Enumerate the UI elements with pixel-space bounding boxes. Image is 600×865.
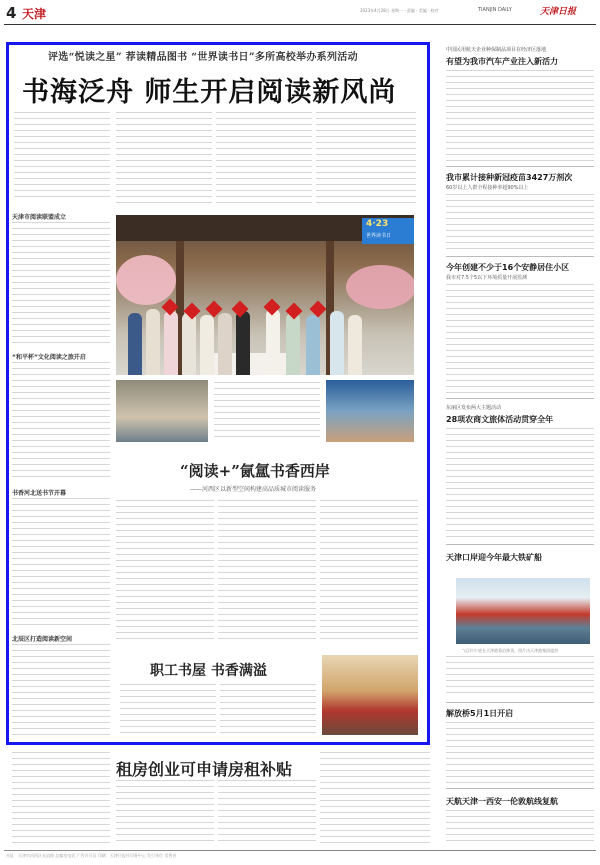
column-rule <box>446 702 594 703</box>
section-subheadline: ——河西区以新型空间构建高品质城市阅读服务 <box>190 486 317 493</box>
right-article-kicker: 东丽区发布两大主题活动 <box>446 405 502 411</box>
body-text-column <box>446 722 594 784</box>
left-column-headline: 天津市阅读联盟成立 <box>12 214 67 221</box>
body-text-column <box>116 500 214 640</box>
body-text-column <box>14 112 110 202</box>
page-number: 4 <box>6 4 17 22</box>
body-text-column <box>446 70 594 162</box>
paper-logo: 天津日报 <box>540 7 577 17</box>
badge-date: 4·23 <box>366 219 389 229</box>
body-text-column <box>12 498 110 626</box>
body-text-column <box>116 780 214 846</box>
left-column-headline: 北辰区打造阅读新空间 <box>12 636 73 643</box>
right-article-headline: 今年创建不少于16个安静居住小区 <box>446 263 570 272</box>
right-article-subheadline: 我市对7.5个5以下环境质量开展监测 <box>446 275 528 281</box>
body-text-column <box>446 194 594 252</box>
port-photo-caption: “远洋川”轮在天津港靠泊卸货。图片由天津港集团提供 <box>462 648 559 653</box>
body-text-column <box>12 644 110 736</box>
staff-library-photo <box>322 655 418 735</box>
body-text-column <box>320 752 430 846</box>
body-text-column <box>216 112 312 208</box>
column-rule <box>446 166 594 167</box>
body-text-column <box>320 500 418 640</box>
body-text-column <box>12 362 110 480</box>
classroom-photo <box>326 380 414 442</box>
body-text-column <box>218 500 316 640</box>
paper-name: TIANJIN DAILY <box>478 7 512 13</box>
body-text-column <box>218 780 316 846</box>
footer-info: 社址：天津市河西区友谊路 总编室电话 广告许可证 印刷：天津日报社印务中心 发行单位 零售价 <box>6 853 177 858</box>
bottom-article-headline: 租房创业可申请房租补贴 <box>116 760 293 779</box>
right-article-headline: 解放桥5月1日开启 <box>446 709 514 718</box>
left-column-headline: “和平杯”文化阅读之旅开启 <box>12 354 86 361</box>
body-text-column <box>446 428 594 540</box>
body-text-column <box>446 656 594 698</box>
left-column-headline: 书香河北送书节开幕 <box>12 490 67 497</box>
body-text-column <box>120 684 216 734</box>
right-article-subheadline: 60岁以上人群全程接种率超90%以上 <box>446 185 529 191</box>
right-article-headline: 我市累计接种新冠疫苗3427万剂次 <box>446 173 573 182</box>
box-headline: 职工书屋 书香满溢 <box>150 663 267 679</box>
body-text-column <box>12 752 110 846</box>
main-article-subheadline: 评选“悦读之星” 荐读精品图书 “世界读书日”多所高校举办系列活动 <box>48 52 358 63</box>
column-rule <box>446 788 594 789</box>
photo-caption <box>214 382 320 438</box>
body-text-column <box>220 684 316 734</box>
right-article-headline: 天航天津一西安一伦敦航线复航 <box>446 797 558 806</box>
right-article-kicker: 中国民用航天企业种保制品项目在经济区落地 <box>446 47 547 53</box>
body-text-column <box>446 810 594 846</box>
footer-rule <box>4 850 596 851</box>
library-photo <box>116 380 208 442</box>
world-book-day-badge <box>362 218 414 244</box>
main-article-headline: 书海泛舟 师生开启阅读新风尚 <box>22 77 397 108</box>
badge-label: 世界读书日 <box>366 233 392 239</box>
column-rule <box>446 256 594 257</box>
body-text-column <box>316 112 416 208</box>
column-rule <box>446 544 594 545</box>
column-rule <box>446 398 594 399</box>
body-text-column <box>116 112 212 208</box>
right-article-headline: 有望为我市汽车产业注入新活力 <box>446 57 558 66</box>
body-text-column <box>446 284 594 394</box>
header-rule <box>4 24 596 25</box>
issue-date: 2023年4月28日 星期一 · 责编 · 美编 · 校对 <box>360 8 439 13</box>
section-headline: “阅读+”氤氲书香西岸 <box>180 462 330 480</box>
section-name: 天津 <box>22 7 47 21</box>
port-ship-photo <box>456 578 590 644</box>
body-text-column <box>12 222 110 346</box>
right-article-headline: 28项农商文旅体活动贯穿全年 <box>446 415 554 424</box>
right-article-headline: 天津口岸迎今年最大铁矿船 <box>446 553 542 562</box>
